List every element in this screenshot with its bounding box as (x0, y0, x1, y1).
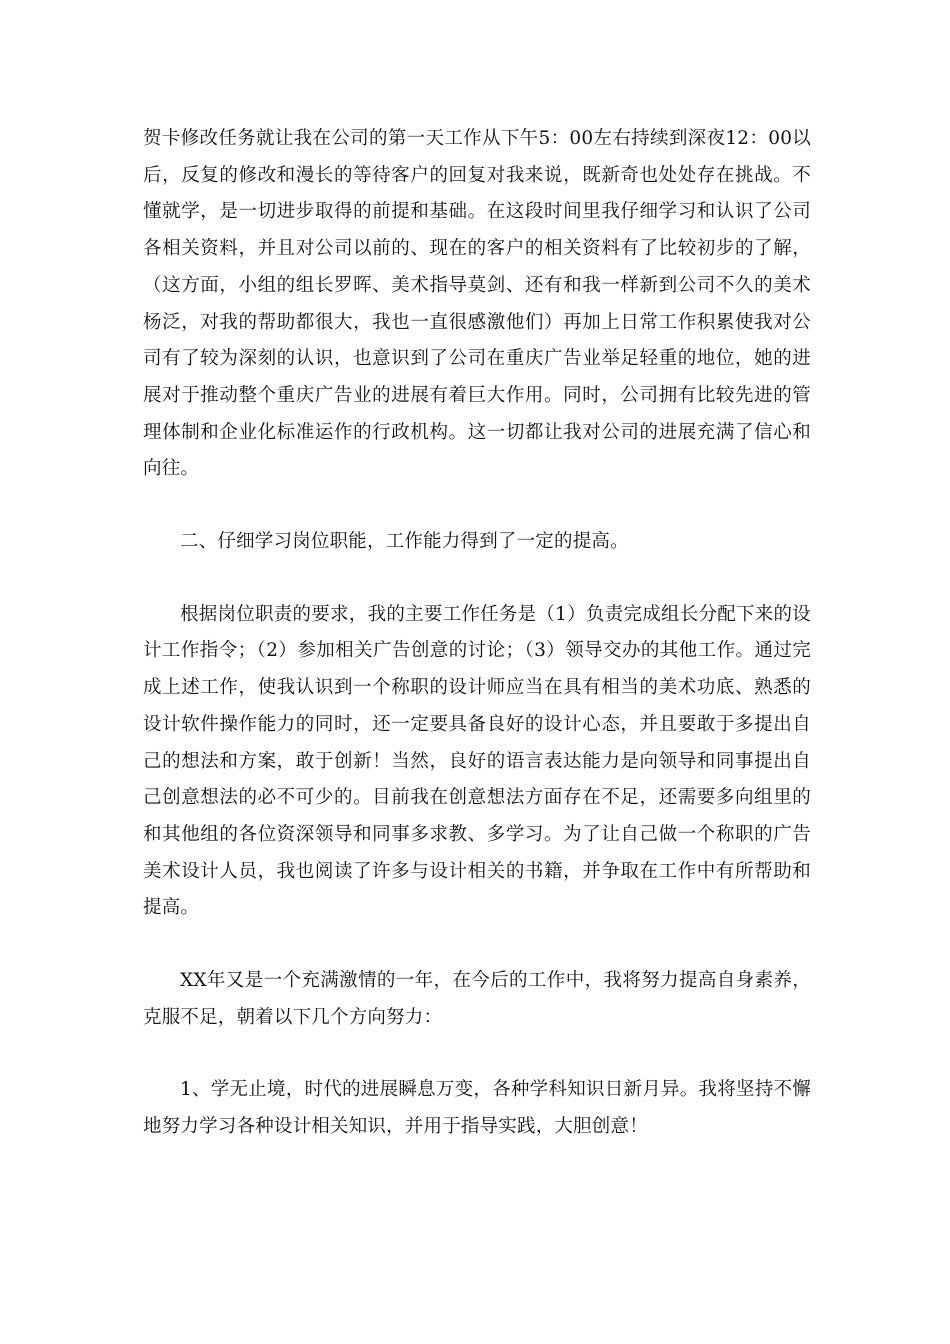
section-heading-two: 二、仔细学习岗位职能，工作能力得到了一定的提高。 (180, 531, 629, 553)
paragraph-future-plan: XX年又是一个充满激情的一年，在今后的工作中，我将努力提高自身素养，克服不足，朝着以下几个方向努力： (143, 970, 811, 1028)
paragraph-work-experience: 贺卡修改任务就让我在公司的第一天工作从下午5：00左右持续到深夜12：00以后，反复的修改和漫长的等待客户的回复对我来说，既新奇也处处存在挑战。不懂就学，是一切进步取得的前提和基础。在这段时间里我仔细学习和认识了公司各相关资料，并且对公司以前的、现在的客户的相关资料有了比较初步的了解，（这方面，小组的组长罗晖、美术指导莫剑、还有和我一样新到公司不久的美术杨泛，对我的帮助都很大，我也一直很感激他们）再加上日常工作积累使我对公司有了较为深刻的认识，也意识到了公司在重庆广告业举足轻重的地位，她的进展对于推动整个重庆广告业的进展有着巨大作用。同时，公司拥有比较先进的管理体制和企业化标准运作的行政机构。这一切都让我对公司的进展充满了信心和向往。 (143, 128, 811, 480)
paragraph-point-one: 1、学无止境，时代的进展瞬息万变，各种学科知识日新月异。我将坚持不懈地努力学习各种设计相关知识，并用于指导实践，大胆创意！ (143, 1079, 811, 1138)
paragraph-job-duties: 根据岗位职责的要求，我的主要工作任务是（1）负责完成组长分配下来的设计工作指令；（2）参加相关广告创意的讨论；（3）领导交办的其他工作。通过完成上述工作，使我认识到一个称职的设计师应当在具有相当的美术功底、熟悉的设计软件操作能力的同时，还一定要具备良好的设计心态，并且要敢于多提出自己的想法和方案，敢于创新！当然，良好的语言表达能力是向领导和同事提出自己创意想法的必不可少的。目前我在创意想法方面存在不足，还需要多向组里的和其他组的各位资深领导和同事多求教、多学习。为了让自己做一个称职的广告美术设计人员，我也阅读了许多与设计相关的书籍，并争取在工作中有所帮助和提高。 (143, 603, 811, 919)
document-body (143, 121, 811, 1146)
